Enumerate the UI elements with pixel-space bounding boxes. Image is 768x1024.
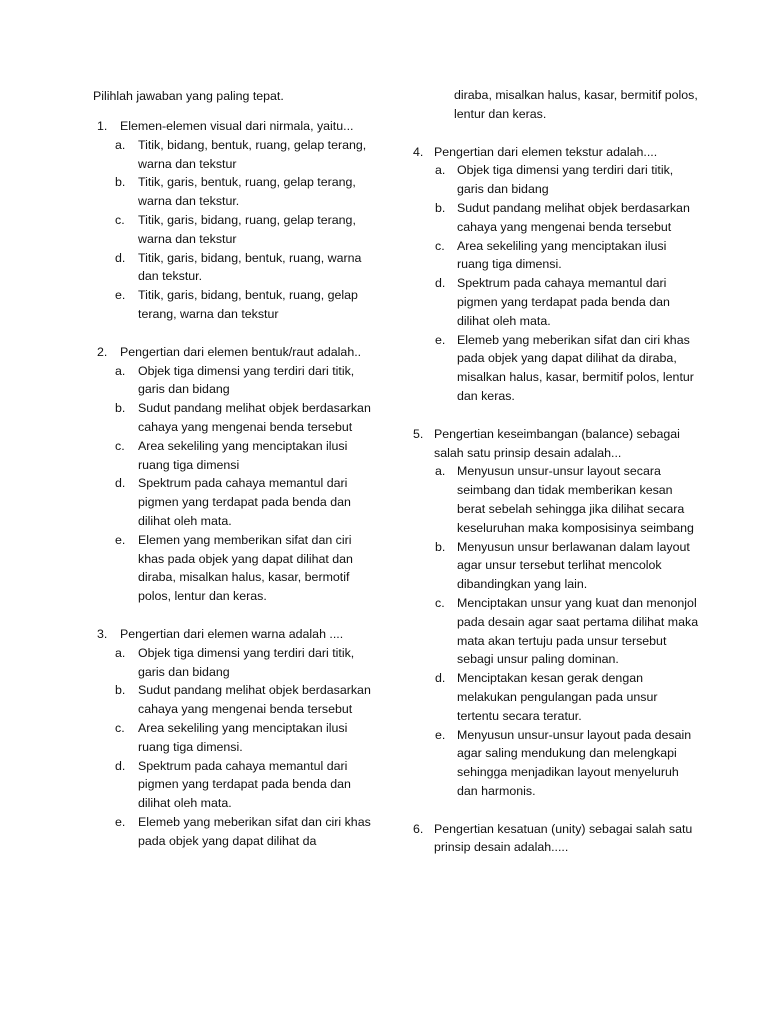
option-letter: c. [435,595,445,610]
option-letter: b. [115,401,126,416]
question-text: Pengertian dari elemen bentuk/raut adalah.. [120,344,362,359]
option-5 [409,331,699,406]
question-number: 1. [97,119,108,133]
option-text: Objek tiga dimensi yang terdiri dari titik, garis dan bidang [138,363,355,397]
option-letter: a. [435,464,446,479]
option-3 [93,719,378,757]
option-text: Menyusun unsur-unsur layout pada desain agar saling mendukung dan melengkapi sehingga menjadikan layout menyeluruh dan harmonis. [457,727,692,798]
option-list [409,462,699,800]
option-letter: c. [115,720,125,735]
option-3 [409,594,699,669]
option-4 [409,669,699,725]
option-letter: d. [115,476,126,491]
question-number: 2. [97,344,108,359]
option-letter: a. [115,137,126,152]
option-letter: e. [115,532,126,547]
option-1 [93,136,378,174]
question-number: 5. [413,426,424,441]
option-text: Spektrum pada cahaya memantul dari pigmen yang terdapat pada benda dan dilihat oleh mata. [457,276,670,328]
option-2 [93,399,378,437]
option-letter: d. [435,276,446,291]
option-3 [93,211,378,249]
option-letter: e. [115,814,126,829]
carryover-text: diraba, misalkan halus, kasar, bermitif polos, lentur dan keras. [454,88,698,121]
option-2 [409,538,699,594]
option-list [93,362,378,606]
question-text: Elemen-elemen visual dari nirmala, yaitu... [120,119,354,133]
option-text: Titik, garis, bidang, ruang, gelap terang, warna dan tekstur [138,212,356,246]
option-4 [93,474,378,530]
option-text: Spektrum pada cahaya memantul dari pigmen yang terdapat pada benda dan dilihat oleh mata. [138,476,351,528]
option-letter: a. [115,645,126,660]
option-letter: b. [115,683,126,698]
option-text: Objek tiga dimensi yang terdiri dari titik, garis dan bidang [457,163,674,197]
option-text: Area sekeliling yang menciptakan ilusi ruang tiga dimensi. [138,720,348,754]
option-2 [93,173,378,211]
option-1 [93,644,378,682]
option-list [93,644,378,851]
question-text: Pengertian keseimbangan (balance) sebagai salah satu prinsip desain adalah... [434,426,680,460]
option-text: Sudut pandang melihat objek berdasarkan cahaya yang mengenai benda tersebut [138,683,371,717]
option-1 [93,362,378,400]
option-letter: e. [115,288,126,303]
question-6 [409,820,699,858]
option-5 [409,726,699,801]
option-1 [409,161,699,199]
right-column [409,86,699,876]
option-letter: c. [115,438,125,453]
option-text: Sudut pandang melihat objek berdasarkan cahaya yang mengenai benda tersebut [457,200,690,234]
option-text: Elemeb yang meberikan sifat dan ciri khas pada objek yang dapat dilihat da [138,814,371,848]
option-4 [409,274,699,330]
question-5 [409,425,699,801]
option-letter: a. [435,163,446,178]
option-letter: e. [435,727,446,742]
option-4 [93,757,378,813]
option-text: Titik, garis, bidang, bentuk, ruang, gelap terang, warna dan tekstur [138,288,358,321]
option-letter: b. [115,175,126,190]
option-5 [93,813,378,851]
question-number: 6. [413,821,424,836]
option-text: Objek tiga dimensi yang terdiri dari titik, garis dan bidang [138,645,355,679]
instruction-text: Pilihlah jawaban yang paling tepat. [93,89,284,103]
question-number: 4. [413,144,424,159]
question-text: Pengertian dari elemen warna adalah .... [120,626,344,641]
option-text: Menciptakan unsur yang kuat dan menonjol pada desain agar saat pertama dilihat maka mata akan tertuju pada unsur tersebut sebagi unsur paling dominan. [457,595,699,667]
option-2 [409,199,699,237]
option-3 [93,437,378,475]
question-2 [93,343,378,606]
option-text: Area sekeliling yang menciptakan ilusi ruang tiga dimensi [138,438,348,472]
option-text: Elemen yang memberikan sifat dan ciri khas pada objek yang dapat dilihat dan diraba, misalkan halus, kasar, bermotif polos, lentur dan keras. [138,532,353,604]
option-text: Area sekeliling yang menciptakan ilusi ruang tiga dimensi. [457,238,667,272]
option-text: Menyusun unsur berlawanan dalam layout agar unsur tersebut terlihat mencolok dibandingkan yang lain. [457,539,690,592]
option-text: Sudut pandang melihat objek berdasarkan cahaya yang mengenai benda tersebut [138,401,371,434]
option-text: Titik, bidang, bentuk, ruang, gelap terang, warna dan tekstur [138,137,367,171]
option-2 [93,681,378,719]
option-text: Titik, garis, bidang, bentuk, ruang, warna dan tekstur. [138,250,362,284]
question-4 [409,143,699,406]
question-text: Pengertian dari elemen tekstur adalah.... [434,144,658,159]
option-1 [409,462,699,537]
option-3 [409,237,699,275]
option-letter: c. [115,212,125,227]
option-list [409,161,699,405]
option-letter: c. [435,238,445,253]
option-4 [93,249,378,287]
option-text: Spektrum pada cahaya memantul dari pigmen yang terdapat pada benda dan dilihat oleh mata. [138,758,351,811]
left-column [93,117,378,869]
question-1 [93,117,378,324]
question-text: Pengertian kesatuan (unity) sebagai salah satu prinsip desain adalah..... [434,821,693,855]
option-text: Menciptakan kesan gerak dengan melakukan pengulangan pada unsur tertentu secara teratur. [457,671,658,723]
option-letter: a. [115,363,126,378]
question-3 [93,625,378,851]
option-letter: e. [435,332,446,347]
option-letter: d. [435,671,446,686]
option-letter: b. [435,539,446,554]
option-letter: d. [115,250,126,265]
option-list [93,136,378,324]
option-letter: b. [435,200,446,215]
option-text: Menyusun unsur-unsur layout secara seimbang dan tidak memberikan kesan berat sebelah sehingga jika dilihat secara keseluruhan maka komposisinya seimbang [457,464,694,535]
option-letter: d. [115,758,126,773]
option-5 [93,286,378,324]
option-text: Titik, garis, bentuk, ruang, gelap terang, warna dan tekstur. [138,175,356,209]
question-number: 3. [97,626,108,641]
option-text: Elemeb yang meberikan sifat dan ciri khas pada objek yang dapat dilihat da diraba, misalkan halus, kasar, bermitif polos, lentur dan keras. [457,332,694,403]
option-5 [93,531,378,606]
